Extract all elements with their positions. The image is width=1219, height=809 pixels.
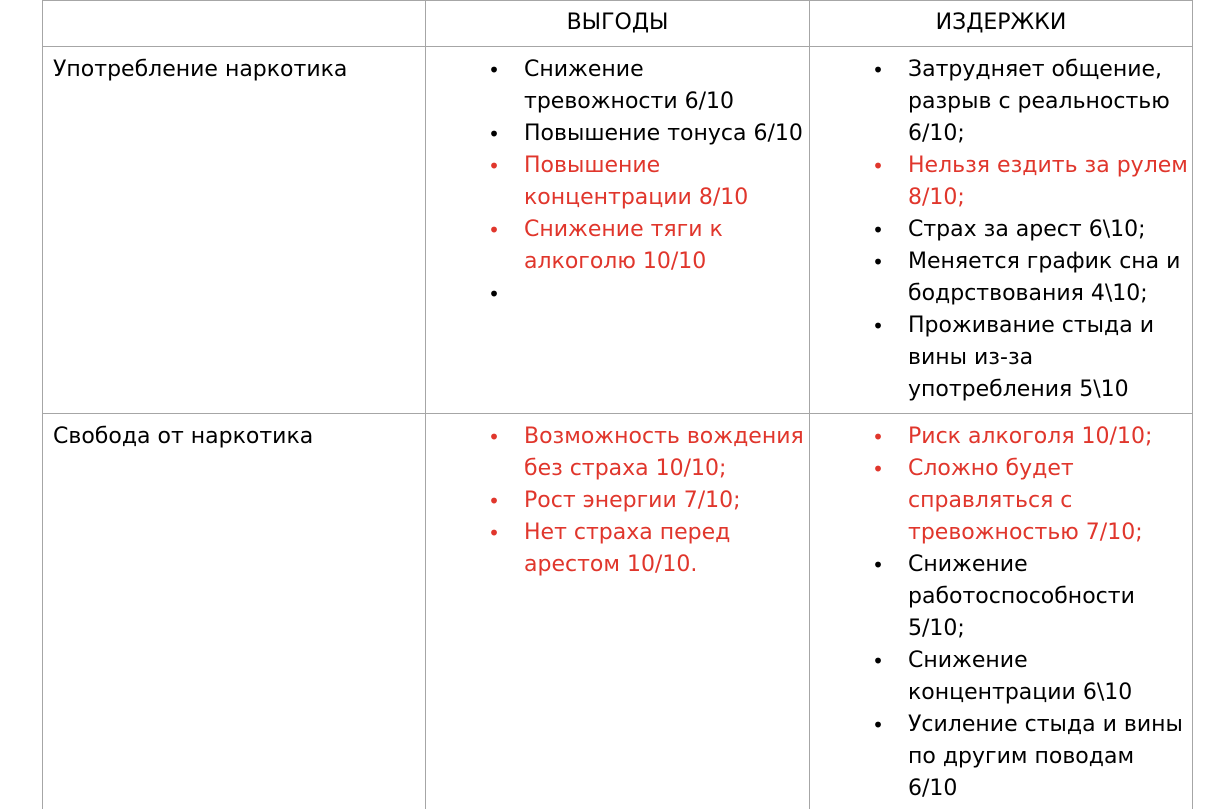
benefits-list-freedom <box>488 421 804 581</box>
bullet-icon: • <box>872 457 884 481</box>
bullet-icon: • <box>488 58 500 82</box>
bullet-icon: • <box>488 521 500 545</box>
table-border-col2 <box>809 0 810 809</box>
bullet-icon: • <box>872 553 884 577</box>
bullet-icon: • <box>872 649 884 673</box>
bullet-icon: • <box>872 713 884 737</box>
list-item: • Сложно будет справляться с тревожностью 7/10; <box>908 453 1188 549</box>
bullet-icon: • <box>488 154 500 178</box>
list-item: • Нельзя ездить за рулем 8/10; <box>908 150 1188 214</box>
header-costs: ИЗДЕРЖКИ <box>935 10 1067 35</box>
table-border-left <box>42 0 43 809</box>
list-item: • Рост энергии 7/10; <box>524 485 804 517</box>
list-item: • Проживание стыда и вины из-за употребления 5\10 <box>908 310 1188 406</box>
list-item: • Повышение концентрации 8/10 <box>524 150 804 214</box>
list-item: • Нет страха перед арестом 10/10. <box>524 517 804 581</box>
bullet-icon: • <box>872 154 884 178</box>
table-border-top <box>42 0 1193 1</box>
list-item: • Снижение концентрации 6\10 <box>908 645 1188 709</box>
table-border-row1 <box>42 413 1193 414</box>
bullet-icon: • <box>488 425 500 449</box>
list-item: • Меняется график сна и бодрствования 4\10; <box>908 246 1188 310</box>
bullet-icon: • <box>872 218 884 242</box>
list-item: • Снижение тревожности 6/10 <box>524 54 804 118</box>
row-label-freedom: Свобода от наркотика <box>53 424 314 449</box>
bullet-icon: • <box>488 282 500 306</box>
list-item: • Снижение тяги к алкоголю 10/10 <box>524 214 804 278</box>
bullet-icon: • <box>488 122 500 146</box>
list-item: • Повышение тонуса 6/10 <box>524 118 804 150</box>
list-item: • Риск алкоголя 10/10; <box>908 421 1188 453</box>
bullet-icon: • <box>872 250 884 274</box>
table-border-col1 <box>425 0 426 809</box>
list-item: • Страх за арест 6\10; <box>908 214 1188 246</box>
list-item <box>488 278 804 310</box>
costs-list-use <box>872 54 1188 406</box>
bullet-icon: • <box>872 314 884 338</box>
list-item: • Затрудняет общение, разрыв с реальностью 6/10; <box>908 54 1188 150</box>
table-border-right <box>1192 0 1193 809</box>
costs-list-freedom <box>872 421 1188 805</box>
bullet-icon: • <box>872 58 884 82</box>
list-item: • Снижение работоспособности 5/10; <box>908 549 1188 645</box>
header-benefits: ВЫГОДЫ <box>566 10 669 35</box>
bullet-icon: • <box>488 218 500 242</box>
bullet-icon: • <box>488 489 500 513</box>
list-item: • Усиление стыда и вины по другим поводам 6/10 <box>908 709 1188 805</box>
row-label-use: Употребление наркотика <box>53 57 348 82</box>
list-item: • Возможность вождения без страха 10/10; <box>524 421 804 485</box>
bullet-icon: • <box>872 425 884 449</box>
table-border-header <box>42 46 1193 47</box>
benefits-list-use <box>488 54 804 310</box>
